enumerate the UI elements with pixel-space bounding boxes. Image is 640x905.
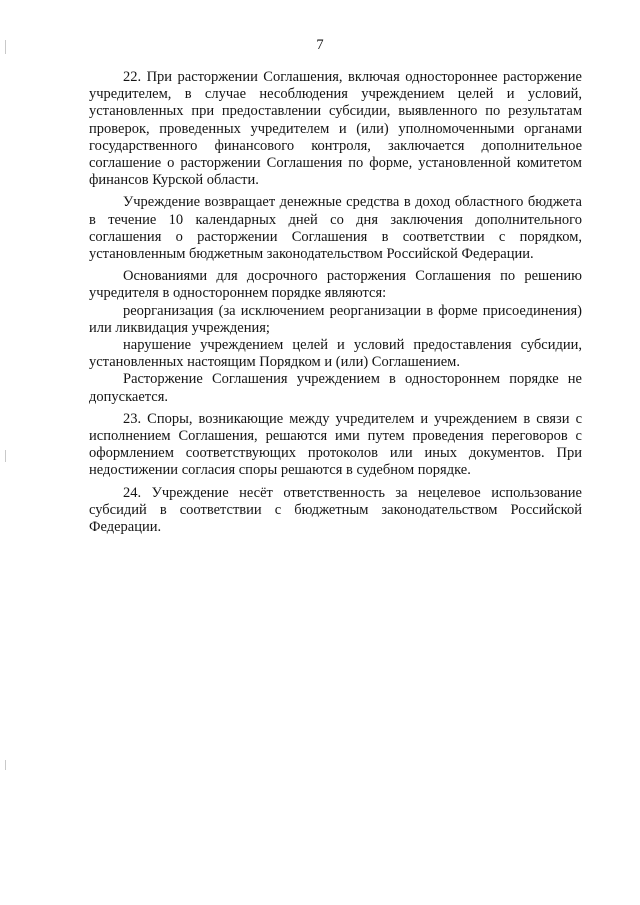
document-body (89, 69, 582, 536)
scan-edge-mark (5, 760, 6, 770)
paragraph-22: 22. При расторжении Соглашения, включая одностороннее расторжение учредителем, в случае несоблюдения учреждением целей и условий, установленных при предоставлении субсидии, выявленного по результатам проверок, проведенных учредителем и (или) уполномоченными органами государственного финансового контроля, заключается дополнительное соглашение о расторжении Соглашения по форме, установленной комитетом финансов Курской области. (89, 69, 582, 189)
paragraph-reorganization: реорганизация (за исключением реорганизации в форме присоединения) или ликвидация учреждения; (89, 302, 582, 336)
paragraph-grounds: Основаниями для досрочного расторжения Соглашения по решению учредителя в одностороннем порядке являются: (89, 268, 582, 302)
scan-edge-mark (5, 450, 6, 462)
paragraph-violation: нарушение учреждением целей и условий предоставления субсидии, установленных настоящим Порядком и (или) Соглашением. (89, 337, 582, 371)
paragraph-unilateral: Расторжение Соглашения учреждением в одностороннем порядке не допускается. (89, 371, 582, 405)
paragraph-refund: Учреждение возвращает денежные средства в доход областного бюджета в течение 10 календарных дней со дня заключения дополнительного соглашения о расторжении Соглашения в соответствии с порядком, установленным бюджетным законодательством Российской Федерации. (89, 194, 582, 263)
paragraph-24: 24. Учреждение несёт ответственность за нецелевое использование субсидий в соответствии с бюджетным законодательством Российской Федерации. (89, 484, 582, 536)
page-number: 7 (316, 37, 324, 53)
paragraph-23: 23. Споры, возникающие между учредителем и учреждением в связи с исполнением Соглашения, решаются ими путем проведения переговоров с оформлением соответствующих протоколов или иных документов. При недостижении согласия споры решаются в судебном порядке. (89, 410, 582, 479)
